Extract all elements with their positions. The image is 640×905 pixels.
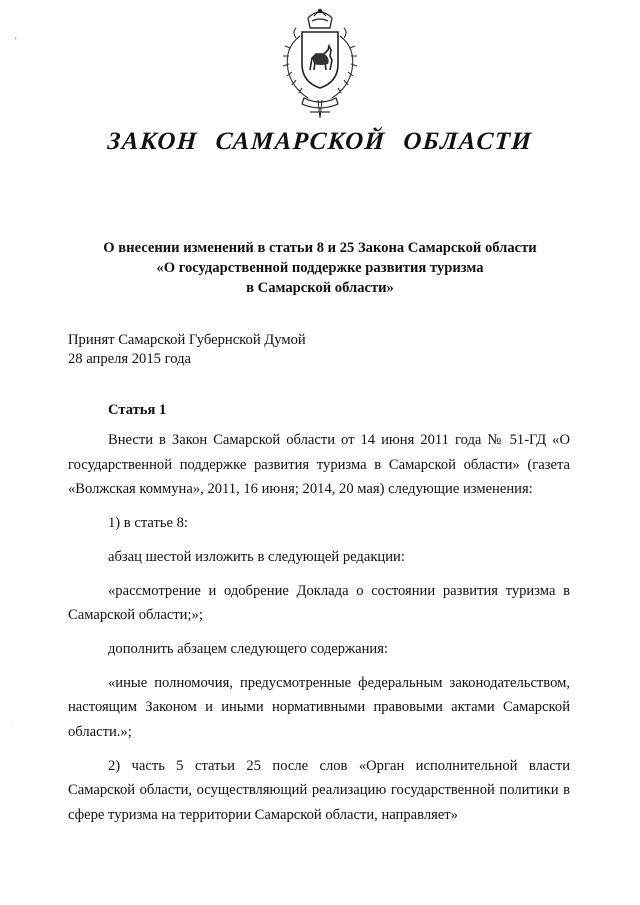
article-body [68,428,570,828]
paragraph: 2) часть 5 статьи 25 после слов «Орган исполнительной власти Самарской области, осуществляющий реализацию государственной политики в сфере туризма на территории Самарской области, направляет» [68,757,570,824]
subject-line: в Самарской области» [246,280,394,296]
paragraph: Внести в Закон Самарской области от 14 июня 2011 года № 51-ГД «О государственной поддержке развития туризма в Самарской области» (газета «Волжская коммуна», 2011, 16 июня; 2014, 20 мая) следующие изменения: [68,432,570,498]
article-heading: Статья 1 [108,402,167,418]
law-title: ЗАКОН САМАРСКОЙ ОБЛАСТИ [106,128,534,155]
adoption-body: Принят Самарской Губернской Думой [68,332,306,348]
paragraph: дополнить абзацем следующего содержания: [108,640,388,657]
samara-region-coat-of-arms-icon [274,8,366,120]
scan-mark: ʻ [14,36,18,47]
subject-line: О внесении изменений в статьи 8 и 25 Закона Самарской области [103,240,537,256]
adoption-date: 28 апреля 2015 года [68,351,191,367]
subject-line: «О государственной поддержке развития туризма [156,260,484,276]
scan-mark: · [10,717,13,727]
paragraph: 1) в статье 8: [108,515,188,532]
paragraph: «иные полномочия, предусмотренные федеральным законодательством, настоящим Законом и иными нормативными правовыми актами Самарской области.»; [68,674,570,741]
paragraph: «рассмотрение и одобрение Доклада о состоянии развития туризма в Самарской области;»; [68,582,570,624]
adoption-info [68,331,306,369]
paragraph: абзац шестой изложить в следующей редакции: [108,548,405,565]
law-subject [60,238,580,298]
